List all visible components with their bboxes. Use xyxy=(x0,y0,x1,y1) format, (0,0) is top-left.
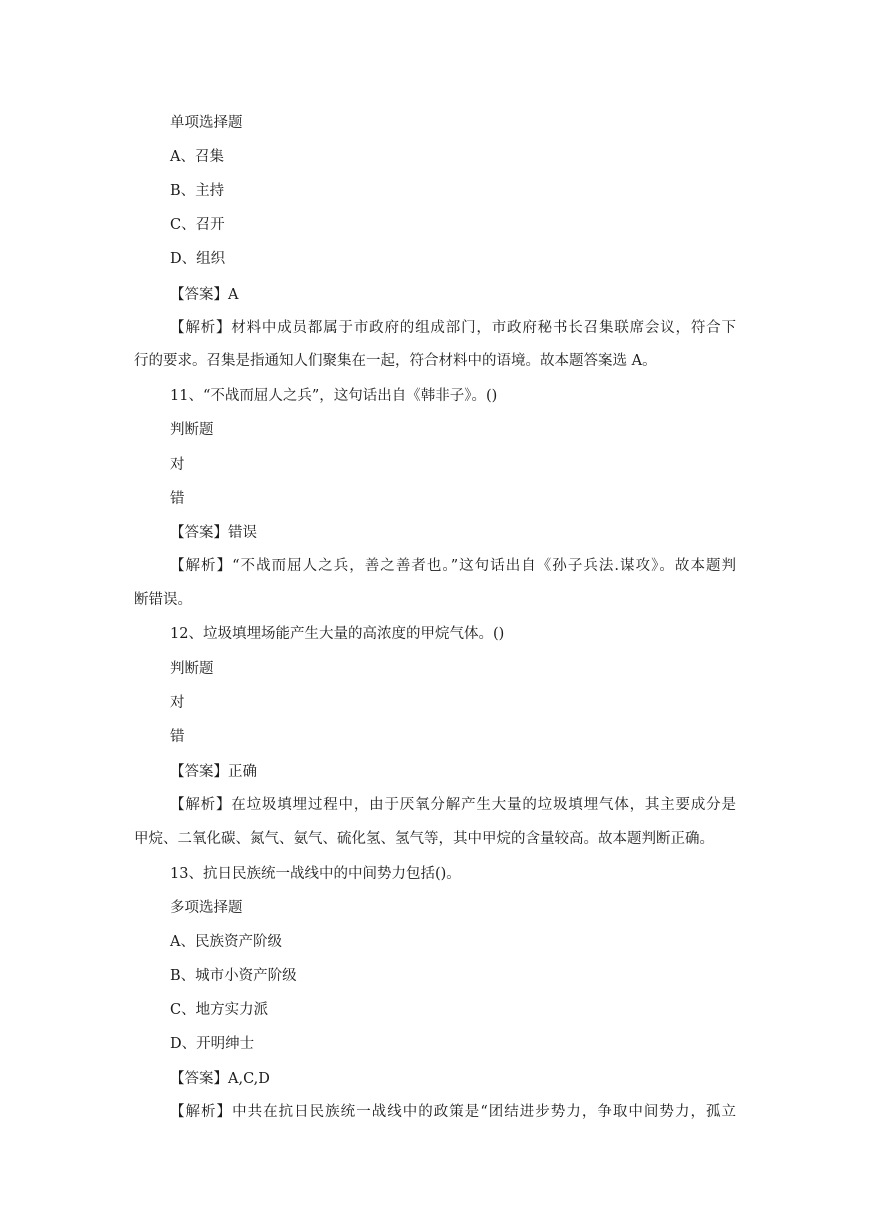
analysis-line: 【解析】在垃圾填埋过程中，由于厌氧分解产生大量的垃圾填埋气体，其主要成分是 xyxy=(170,797,736,813)
analysis-line: 【解析】材料中成员都属于市政府的组成部门，市政府秘书长召集联席会议，符合下 xyxy=(170,320,736,336)
option-d: D、开明绅士 xyxy=(170,1036,255,1052)
question-type-label: 判断题 xyxy=(170,661,214,677)
option-d: D、组织 xyxy=(170,251,226,267)
question-text: 13、抗日民族统一战线中的中间势力包括()。 xyxy=(170,866,461,882)
analysis-line: 【解析】“不战而屈人之兵，善之善者也。”这句话出自《孙子兵法.谋攻》。故本题判 xyxy=(170,558,736,574)
option-true: 对 xyxy=(170,457,185,473)
answer-line: 【答案】A xyxy=(170,287,239,303)
question-type-label: 判断题 xyxy=(170,422,214,438)
analysis-line-continued: 断错误。 xyxy=(134,592,192,608)
option-b: B、主持 xyxy=(170,183,225,199)
question-text: 12、垃圾填埋场能产生大量的高浓度的甲烷气体。() xyxy=(170,626,505,642)
option-a: A、民族资产阶级 xyxy=(170,934,282,950)
option-c: C、地方实力派 xyxy=(170,1002,269,1018)
question-text: 11、“不战而屈人之兵”，这句话出自《韩非子》。() xyxy=(170,388,498,404)
option-b: B、城市小资产阶级 xyxy=(170,968,297,984)
option-false: 错 xyxy=(170,729,185,745)
answer-line: 【答案】错误 xyxy=(170,525,257,541)
analysis-line: 【解析】中共在抗日民族统一战线中的政策是“团结进步势力，争取中间势力，孤立 xyxy=(170,1104,736,1120)
question-type-label: 单项选择题 xyxy=(170,115,243,131)
option-true: 对 xyxy=(170,695,185,711)
question-type-label: 多项选择题 xyxy=(170,900,243,916)
answer-line: 【答案】A,C,D xyxy=(170,1071,270,1087)
answer-line: 【答案】正确 xyxy=(170,764,257,780)
analysis-line-continued: 行的要求。召集是指通知人们聚集在一起，符合材料中的语境。故本题答案选 A。 xyxy=(134,353,657,369)
analysis-line-continued: 甲烷、二氧化碳、氮气、氨气、硫化氢、氢气等，其中甲烷的含量较高。故本题判断正确。 xyxy=(134,831,714,847)
option-a: A、召集 xyxy=(170,149,224,165)
option-false: 错 xyxy=(170,491,185,507)
option-c: C、召开 xyxy=(170,217,225,233)
